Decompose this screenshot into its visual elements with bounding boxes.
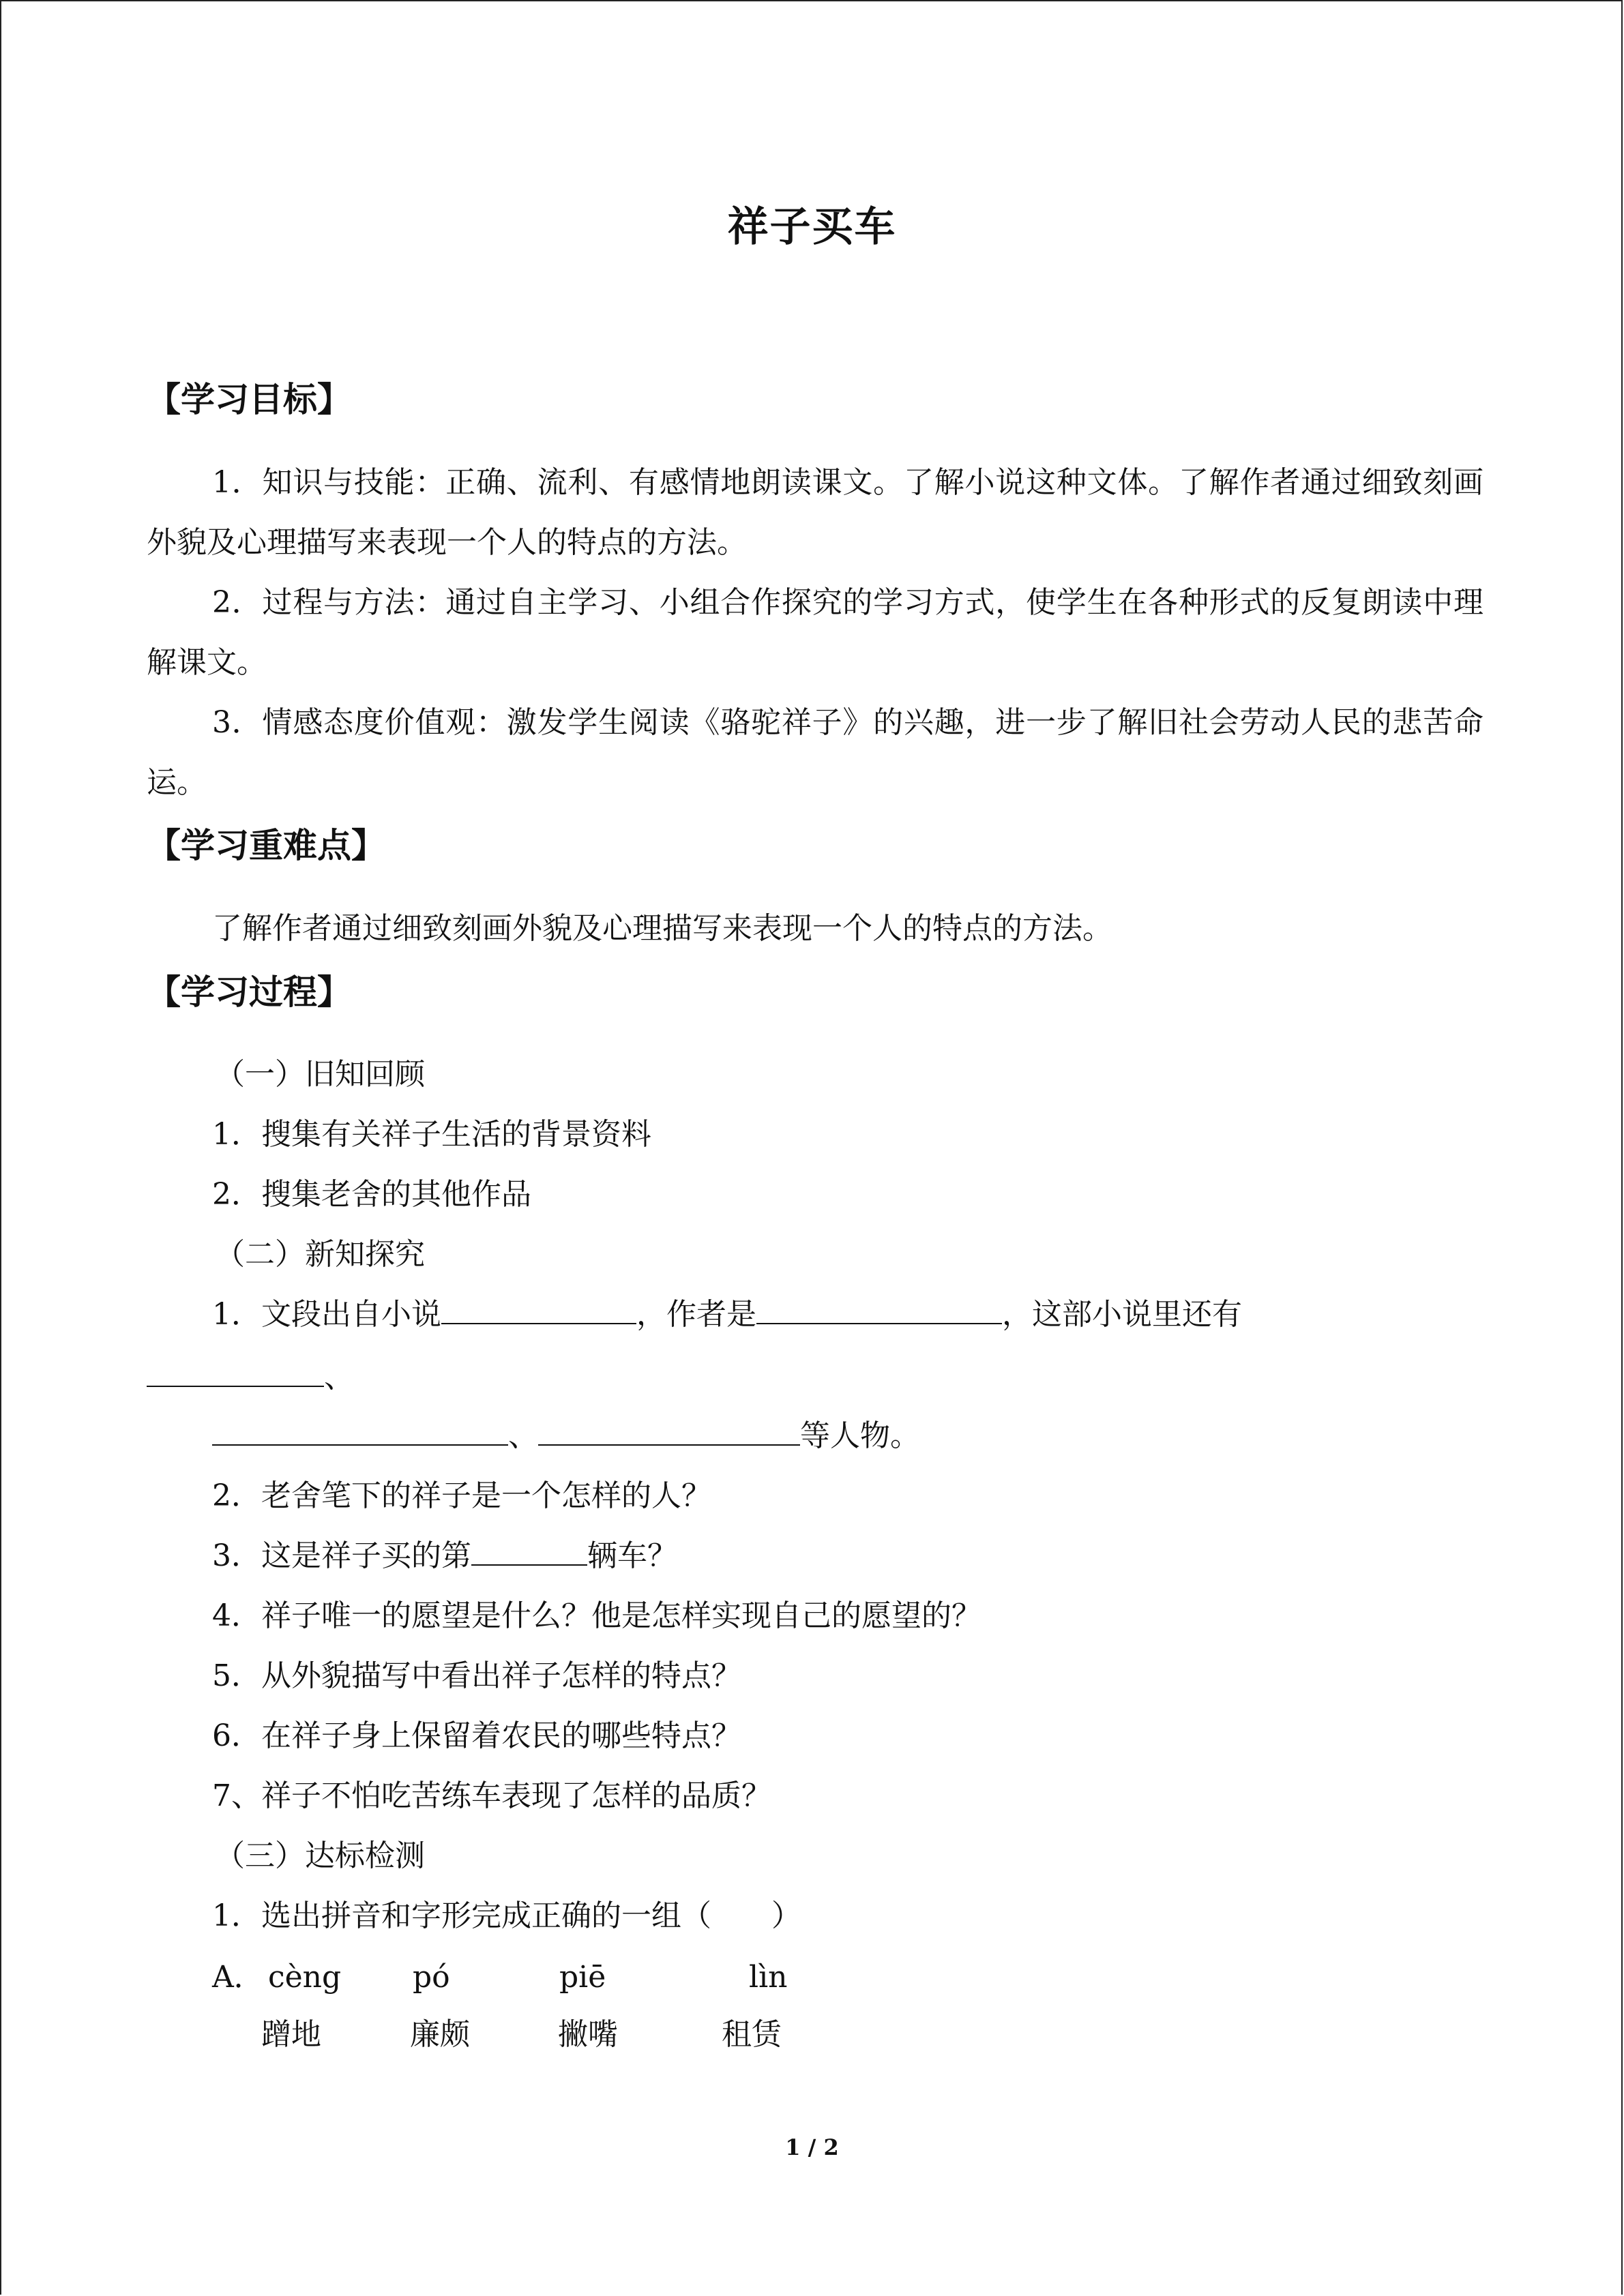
q1-separator-1: 、 (324, 1360, 354, 1395)
q1-part-1: 1．文段出自小说 (212, 1297, 441, 1332)
key-point-text: 了解作者通过细致刻画外貌及心理描写来表现一个人的特点的方法。 (212, 911, 1112, 946)
option-a-pinyin-4: lìn (749, 1960, 788, 1995)
test-question-1: 1．选出拼音和字形完成正确的一组（ ） (212, 1898, 801, 1933)
review-item-2: 2．搜集老舍的其他作品 (212, 1177, 531, 1212)
q1-end: 等人物。 (800, 1418, 920, 1453)
explore-question-1 (212, 1296, 1242, 1334)
option-a-word-2: 廉颇 (410, 2017, 470, 2052)
goal-item-1-text: 1．知识与技能：正确、流利、有感情地朗读课文。了解小说这种文体。了解作者通过细致刻画外貌及心理描写来表现一个人的特点的方法。 (147, 465, 1483, 560)
document-title: 祥子买车 (727, 203, 897, 251)
explore-question-5: 5．从外貌描写中看出祥子怎样的特点？ (212, 1658, 741, 1693)
explore-question-7: 7、祥子不怕吃苦练车表现了怎样的品质？ (212, 1778, 771, 1813)
section-heading-key: 【学习重难点】 (147, 826, 385, 865)
goal-item-2 (147, 573, 1483, 693)
option-a-word-4: 租赁 (722, 2017, 782, 2052)
goal-item-1 (147, 453, 1483, 573)
explore-question-2: 2．老舍笔下的祥子是一个怎样的人？ (212, 1478, 711, 1513)
review-item-1: 1．搜集有关祥子生活的背景资料 (212, 1117, 651, 1152)
option-a-word-1: 蹭地 (261, 2017, 321, 2052)
option-a-word-3: 撇嘴 (558, 2017, 618, 2052)
explore-question-3 (212, 1537, 677, 1575)
option-a-pinyin-3: piē (559, 1960, 606, 1995)
q1-part-3: ，这部小说里还有 (1002, 1297, 1242, 1332)
review-label: （一）旧知回顾 (215, 1057, 425, 1092)
explore-label: （二）新知探究 (215, 1237, 425, 1272)
key-point (147, 899, 1483, 959)
test-label: （三）达标检测 (215, 1838, 425, 1873)
q3-part-1: 3．这是祥子买的第 (212, 1538, 471, 1573)
q3-part-2: 辆车？ (587, 1538, 677, 1573)
section-heading-goals: 【学习目标】 (147, 380, 351, 419)
section-heading-process: 【学习过程】 (147, 972, 351, 1012)
blank-car-count[interactable] (471, 1537, 587, 1566)
explore-question-6: 6．在祥子身上保留着农民的哪些特点？ (212, 1718, 741, 1753)
page-number: 1 / 2 (785, 2134, 839, 2160)
blank-novel-title[interactable] (441, 1296, 636, 1324)
blank-character-1[interactable] (147, 1358, 324, 1387)
explore-question-4: 4．祥子唯一的愿望是什么？他是怎样实现自己的愿望的？ (212, 1598, 981, 1633)
q1-separator-2: 、 (508, 1418, 538, 1453)
blank-character-3[interactable] (538, 1417, 800, 1446)
explore-question-1-line-3 (212, 1417, 920, 1455)
blank-character-2[interactable] (212, 1417, 508, 1446)
goal-item-2-text: 2．过程与方法：通过自主学习、小组合作探究的学习方式，使学生在各种形式的反复朗读中理解课文。 (147, 585, 1483, 680)
option-a-pinyin-2: pó (413, 1960, 450, 1995)
goal-item-3 (147, 693, 1483, 813)
option-a-letter: A． (212, 1960, 264, 1995)
option-a-pinyin-1: cèng (268, 1960, 342, 1995)
q1-part-2: ，作者是 (636, 1297, 756, 1332)
goal-item-3-text: 3．情感态度价值观：激发学生阅读《骆驼祥子》的兴趣，进一步了解旧社会劳动人民的悲苦命运。 (147, 705, 1483, 800)
explore-question-1-line-2 (147, 1358, 354, 1397)
blank-author[interactable] (756, 1296, 1002, 1324)
